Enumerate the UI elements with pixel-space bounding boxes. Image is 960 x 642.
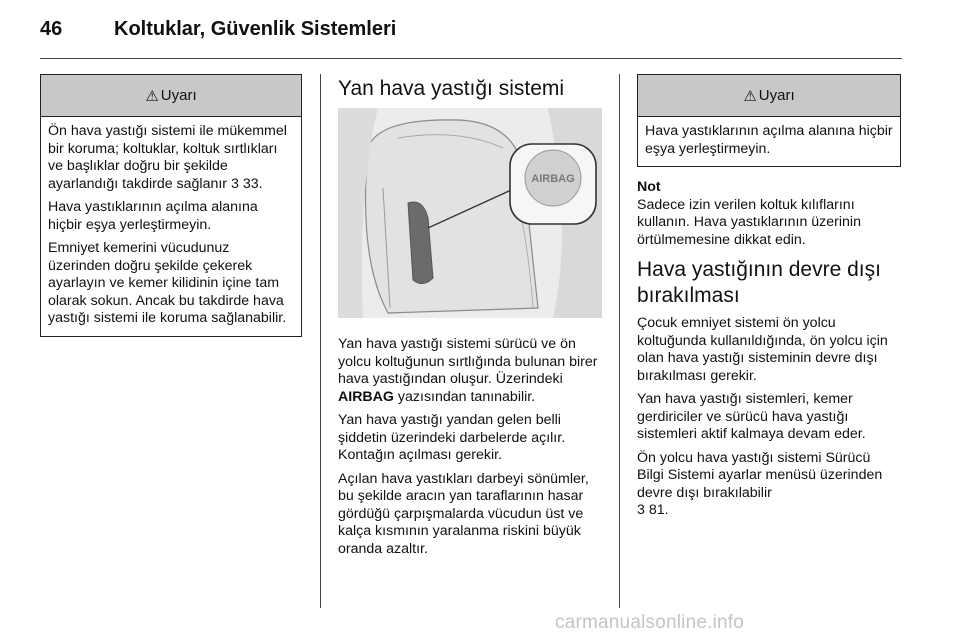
warning-title: Uyarı <box>758 87 795 104</box>
section-title-deactivation: Hava yastığının devre dışı bırakılması <box>637 258 881 307</box>
warning-triangle-icon: ⚠ <box>145 87 159 105</box>
page-ref-arrow: 3 <box>637 502 645 518</box>
warning-title: Uyarı <box>160 87 197 104</box>
page-ref[interactable]: 33 <box>242 175 259 192</box>
warning-header <box>638 75 900 117</box>
note-title: Not <box>637 179 661 195</box>
warning-header <box>41 75 301 117</box>
warning-box-right <box>637 74 901 167</box>
watermark: carmanualsonline.info <box>555 612 745 633</box>
page-number: 46 <box>40 18 63 40</box>
airbag-bold-label: AIRBAG <box>338 388 394 405</box>
side-airbag-paragraph: Açılan hava yastıkları darbeyi sönümler, bu şekilde aracın yan taraflarının hasar gördüğü çarpışmalarda vücudun üst ve kalça kısmının yaralanma riskini büyük oranda azaltır. <box>338 470 589 557</box>
deactivation-paragraph: Yan hava yastığı sistemleri, kemer gerdiriciler ve sürücü hava yastığı sistemleri aktif kalmaya devam eder. <box>637 391 866 442</box>
page-ref[interactable]: 81 <box>648 502 665 518</box>
warning-paragraph: Hava yastıklarının açılma alanına hiçbir eşya yerleştirmeyin. <box>48 199 258 233</box>
airbag-seat-figure <box>338 108 602 318</box>
deactivation-paragraph: Çocuk emniyet sistemi ön yolcu koltuğunda kullanıldığında, ön yolcu için olan hava yastığı sisteminin devre dışı bırakılması gerekir. <box>637 315 888 384</box>
chapter-title: Koltuklar, Güvenlik Sistemleri <box>114 18 397 40</box>
warning-triangle-icon: ⚠ <box>743 87 757 105</box>
column-right <box>637 74 901 526</box>
warning-body <box>638 117 900 166</box>
deactivation-paragraph: Ön yolcu hava yastığı sistemi Sürücü Bilgi Sistemi ayarlar menüsü üzerinden devre dışı bırakılabilir 3 81. <box>637 449 883 518</box>
airbag-label-text: AIRBAG <box>531 173 575 185</box>
warning-body <box>41 117 301 336</box>
column-left <box>40 74 302 337</box>
warning-paragraph: Emniyet kemerini vücudunuz üzerinden doğru şekilde çekerek ayarlayın ve kemer kilidinin içine tam olarak sokun. Ancak bu takdirde hava yastığı sistemi ile koruma sağlanabilir. <box>48 240 287 326</box>
column-divider-right <box>619 74 620 608</box>
header-rule <box>40 58 902 59</box>
section-title-side-airbag: Yan hava yastığı sistemi <box>338 77 565 100</box>
warning-paragraph: Ön hava yastığı sistemi ile mükemmel bir koruma; koltuklar, koltuk sırtlıkları ve başlıklar doğru bir şekilde ayarlandığı takdirde sağlanır 3 33. <box>48 123 287 192</box>
page-header <box>40 18 396 48</box>
warning-box-left <box>40 74 302 337</box>
column-divider-left <box>320 74 321 608</box>
note-text: Sadece izin verilen koltuk kılıflarını kullanın. Hava yastıklarının üzerinin örtülmemesine dikkat edin. <box>637 196 861 248</box>
side-airbag-paragraph: Yan hava yastığı sistemi sürücü ve ön yolcu koltuğunun sırtlığında bulunan birer hava yastığından oluşur. Üzerindeki AIRBAG yazısından tanınabilir. <box>338 336 598 405</box>
warning-paragraph: Hava yastıklarının açılma alanına hiçbir eşya yerleştirmeyin. <box>645 123 893 157</box>
column-middle <box>338 74 602 564</box>
side-airbag-paragraph: Yan hava yastığı yandan gelen belli şiddetin üzerindeki darbelerde açılır. Kontağın açılması gerekir. <box>338 412 566 463</box>
page-ref-arrow: 3 <box>230 175 239 192</box>
